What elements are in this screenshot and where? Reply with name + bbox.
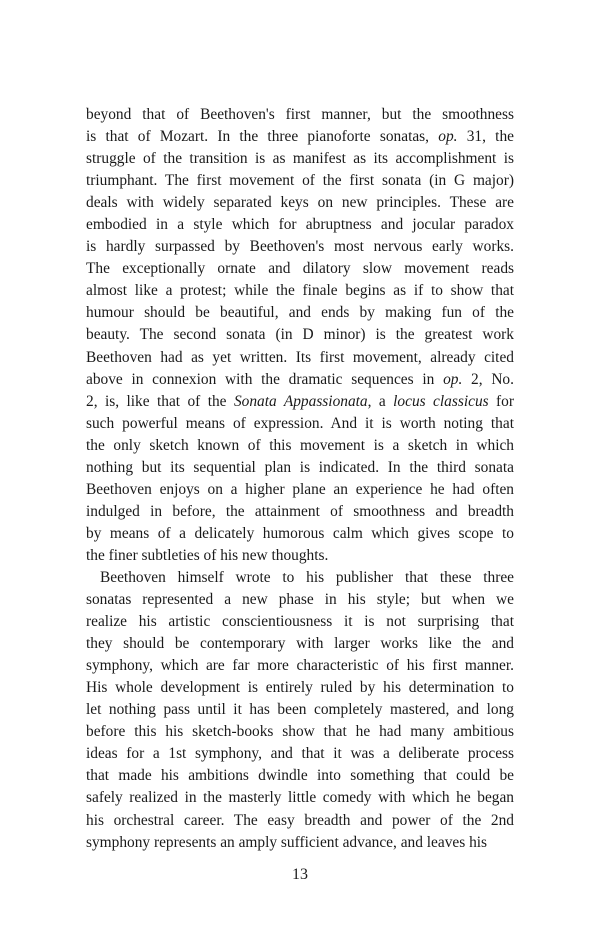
text-line [86, 633, 514, 655]
text-line [86, 457, 514, 479]
text-run: indulged in before, the attainment of smoothness and breadth [86, 502, 514, 520]
text-line [86, 743, 514, 765]
text-run: The exceptionally ornate and dilatory slow movement reads [86, 260, 514, 278]
text-run: 2, is, like that of the [86, 392, 234, 410]
text-run: 31, the [457, 128, 514, 146]
text-run: , a [367, 392, 394, 410]
text-line [86, 391, 514, 413]
text-line [86, 655, 514, 677]
text-line [86, 611, 514, 633]
text-run: realize his artistic conscientiousness it is not surprising that [86, 613, 514, 631]
text-run: is that of Mozart. In the three pianoforte sonatas, [86, 128, 439, 146]
text-run: symphony represents an amply sufficient advance, and leaves his [86, 833, 488, 851]
italic-text: Sonata Appassionata [233, 392, 368, 410]
text-run: above in connexion with the dramatic sequences in [86, 370, 444, 388]
text-line [86, 567, 514, 589]
text-run: beyond that of Beethoven's first manner, but the smoothness [86, 106, 514, 123]
text-run: they should be contemporary with larger works like the and [86, 635, 514, 653]
text-line [86, 170, 514, 192]
paragraph [86, 567, 514, 854]
italic-text: op. [438, 128, 458, 146]
text-run: nothing but its sequential plan is indicated. In the third sonata [86, 458, 514, 476]
text-line [86, 479, 514, 501]
text-line [86, 721, 514, 743]
text-line [86, 832, 514, 854]
text-run: Beethoven enjoys on a higher plane an experience he had often [86, 480, 514, 498]
text-line [86, 435, 514, 457]
page-number: 13 [292, 866, 308, 883]
text-line [86, 810, 514, 832]
text-run: his orchestral career. The easy breadth and power of the 2nd [86, 811, 514, 829]
body-text [86, 104, 514, 854]
text-line [86, 369, 514, 391]
text-run: for [488, 392, 515, 410]
text-line [86, 258, 514, 280]
text-run: humour should be beautiful, and ends by making fun of the [86, 304, 514, 322]
text-line [86, 413, 514, 435]
text-run: triumphant. The first movement of the first sonata (in G major) [86, 172, 514, 190]
text-line [86, 126, 514, 148]
text-line [86, 104, 514, 126]
text-line [86, 236, 514, 258]
text-run: by means of a delicately humorous calm which gives scope to [86, 524, 514, 542]
text-run: Beethoven had as yet written. Its first movement, already cited [86, 348, 514, 366]
text-line [86, 501, 514, 523]
text-run: is hardly surpassed by Beethoven's most nervous early works. [86, 238, 514, 256]
text-line [86, 148, 514, 170]
text-line [86, 192, 514, 214]
text-run: almost like a protest; while the finale begins as if to show that [86, 282, 514, 300]
text-line [86, 677, 514, 699]
text-line [86, 699, 514, 721]
text-run: the finer subtleties of his new thoughts. [86, 546, 329, 564]
text-line [86, 302, 514, 324]
text-run: beauty. The second sonata (in D minor) is the greatest work [86, 326, 514, 344]
text-run: symphony, which are far more characteristic of his first manner. [86, 657, 514, 675]
text-line [86, 324, 514, 346]
text-run: let nothing pass until it has been completely mastered, and long [86, 701, 514, 719]
text-line [86, 280, 514, 302]
text-run: His whole development is entirely ruled by his determination to [86, 679, 514, 697]
text-run: sonatas represented a new phase in his style; but when we [86, 591, 514, 609]
paragraph [86, 104, 514, 567]
text-line [86, 589, 514, 611]
text-line [86, 765, 514, 787]
text-run: 2, No. [462, 370, 514, 388]
italic-text: locus classicus [393, 392, 489, 410]
text-line [86, 523, 514, 545]
text-line [86, 347, 514, 369]
text-line [86, 545, 514, 567]
italic-text: op. [443, 370, 463, 388]
text-run: ideas for a 1st symphony, and that it was a deliberate process [86, 745, 514, 763]
text-run: such powerful means of expression. And it is worth noting that [86, 414, 514, 432]
text-run: deals with widely separated keys on new principles. These are [86, 194, 514, 212]
text-run: embodied in a style which for abruptness and jocular paradox [86, 216, 514, 234]
text-run: the only sketch known of this movement is a sketch in which [86, 436, 514, 454]
text-line [86, 787, 514, 809]
text-run: Beethoven himself wrote to his publisher that these three [100, 568, 514, 586]
text-run: struggle of the transition is as manifest as its accomplishment is [86, 150, 514, 168]
text-line [86, 214, 514, 236]
text-run: safely realized in the masterly little comedy with which he began [86, 789, 514, 807]
text-run: that made his ambitions dwindle into something that could be [86, 767, 514, 785]
text-run: before this his sketch-books show that he had many ambitious [86, 723, 514, 741]
